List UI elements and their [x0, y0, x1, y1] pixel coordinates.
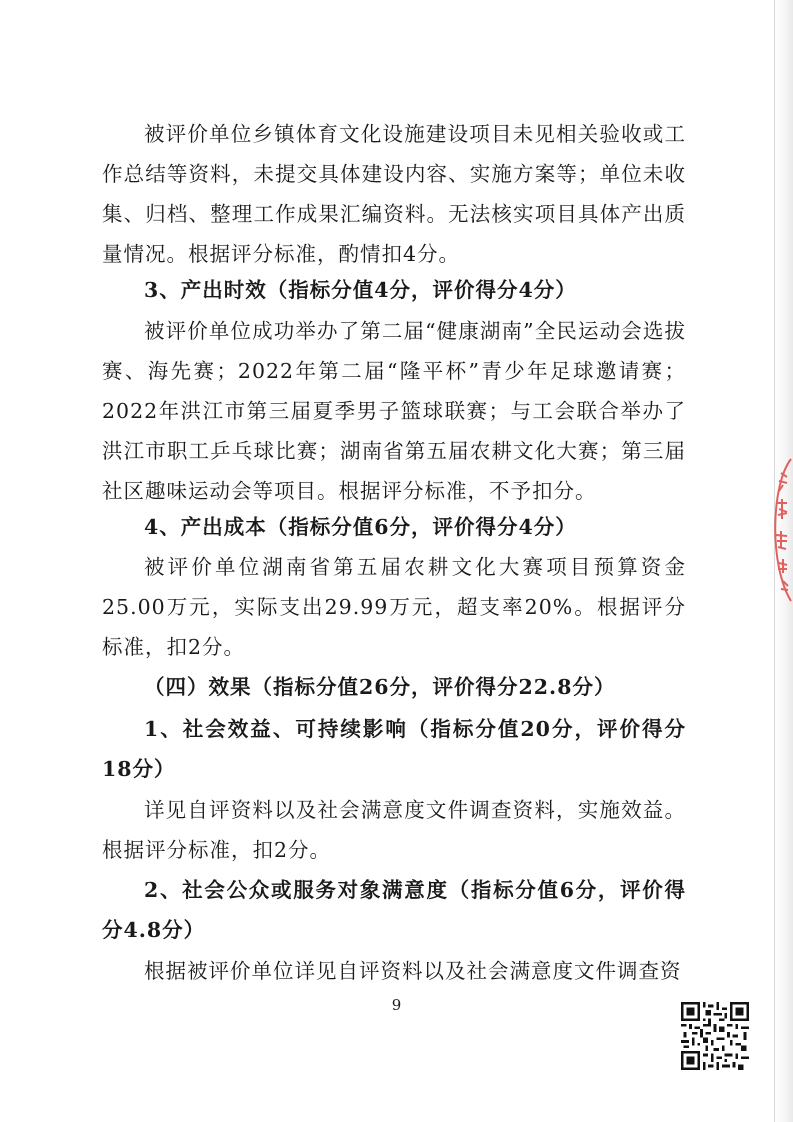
qr-code-icon: [681, 1002, 749, 1070]
paragraph-facility-quality: 被评价单位乡镇体育文化设施建设项目未见相关验收或工作总结等资料，未提交具体建设内容、实施方案等；单位未收集、归档、整理工作成果汇编资料。无法核实项目具体产出质量情况。根据评分标准，酌情扣4分。: [102, 122, 686, 266]
paragraph-events-held: 被评价单位成功举办了第二届“健康湖南”全民运动会选拔赛、海先赛；2022年第二届“隆平杯”青少年足球邀请赛；2022年洪江市第三届夏季男子篮球联赛；与工会联合举办了洪江市职工乒乓球比赛；湖南省第五届农耕文化大赛；第三届社区趣味运动会等项目。根据评分标准，不予扣分。: [102, 319, 686, 503]
heading-satisfaction: 2、社会公众或服务对象满意度（指标分值6分，评价得分4.8分）: [102, 878, 686, 942]
heading-output-cost: 4、产出成本（指标分值6分，评价得分4分）: [144, 515, 577, 539]
paragraph-social-benefit: 详见自评资料以及社会满意度文件调查资料，实施效益。根据评分标准，扣2分。: [102, 798, 686, 862]
page-number: 9: [391, 996, 402, 1014]
paragraph-satisfaction: 根据被评价单位详见自评资料以及社会满意度文件调查资: [144, 959, 682, 983]
red-seal-stamp-edge: [761, 455, 793, 605]
paragraph-budget-overrun: 被评价单位湖南省第五届农耕文化大赛项目预算资金25.00万元，实际支出29.99万元，超支率20%。根据评分标准，扣2分。: [102, 555, 686, 659]
heading-output-timeliness: 3、产出时效（指标分值4分，评价得分4分）: [144, 278, 577, 302]
heading-social-benefit: 1、社会效益、可持续影响（指标分值20分，评价得分18分）: [102, 717, 686, 781]
heading-effect: （四）效果（指标分值26分，评价得分22.8分）: [144, 675, 616, 699]
